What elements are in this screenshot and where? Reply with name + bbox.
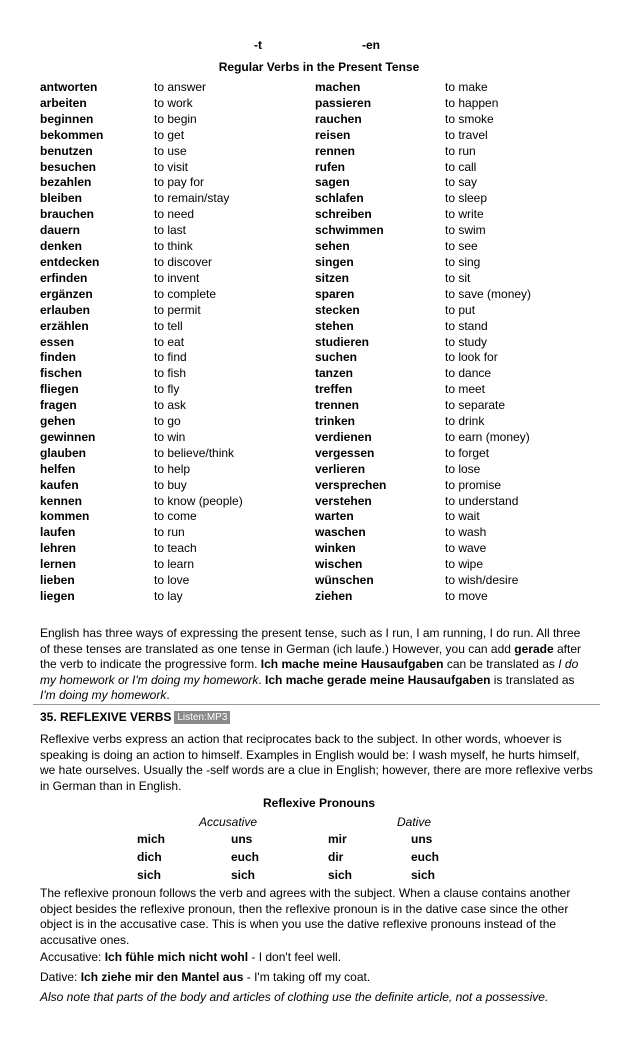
pronoun-acc-singular: mich (137, 832, 166, 846)
pronoun-dat-singular: mir (328, 832, 347, 846)
verb-german-t: fragen (40, 398, 77, 413)
verb-english-t: to love (154, 573, 190, 588)
verb-german-en: vergessen (315, 445, 375, 460)
table-row (40, 80, 600, 96)
verb-german-en: suchen (315, 350, 358, 365)
pronoun-acc-plural: uns (231, 832, 253, 846)
verb-german-t: besuchen (40, 159, 97, 174)
verb-german-t: laufen (40, 525, 76, 540)
verb-english-en: to say (445, 175, 478, 190)
table-row (40, 462, 600, 478)
verb-english-t: to permit (154, 302, 201, 317)
verb-english-t: to need (154, 207, 195, 222)
verb-german-t: brauchen (40, 207, 95, 222)
verb-german-en: schlafen (315, 191, 364, 206)
verb-english-t: to visit (154, 159, 189, 174)
verb-english-en: to separate (445, 398, 506, 413)
column-header-t: -t (254, 38, 262, 52)
verb-english-t: to answer (154, 80, 207, 94)
table-row (40, 573, 600, 589)
verb-english-en: to move (445, 589, 488, 603)
reflexive-rule-paragraph: The reflexive pronoun follows the verb and agrees with the subject. When a clause contains another object besides the reflexive pronoun, then the reflexive pronoun is in the dative case since the other object is in the accusative case. This is when you use the dative reflexive pronouns instead of the accusative ones. (40, 886, 571, 947)
table-row (40, 271, 600, 287)
verb-english-en: to look for (445, 350, 498, 365)
verb-english-t: to begin (154, 111, 197, 126)
present-tense-paragraph: English has three ways of expressing the present tense, such as I run, I am running, I do run. All three of these tenses are translated as one tense in German (ich laufe.) However, you can add gerade after the verb to indicate the progressive form. Ich mache meine Hausaufgaben can be translated as I do my homework or I'm doing my homework. Ich mache gerade meine Hausaufgaben is translated as I'm doing my homework. (40, 626, 581, 703)
verb-german-en: studieren (315, 334, 370, 349)
verb-german-t: essen (40, 334, 75, 349)
verb-english-en: to dance (445, 366, 492, 381)
verb-english-t: to tell (154, 318, 183, 333)
verb-german-t: gewinnen (40, 429, 96, 444)
verb-german-t: erzählen (40, 318, 89, 333)
verb-german-t: kaufen (40, 477, 79, 492)
verb-english-en: to call (445, 159, 477, 174)
verb-german-t: liegen (40, 589, 75, 603)
listen-mp3-link[interactable]: Listen:MP3 (174, 711, 230, 724)
verb-german-t: bekommen (40, 127, 104, 142)
verb-german-en: rauchen (315, 111, 362, 126)
pronoun-acc-plural: euch (231, 850, 260, 864)
table-row (40, 144, 600, 160)
verb-english-t: to work (154, 95, 193, 110)
table-row (40, 175, 600, 191)
verb-english-t: to discover (154, 254, 213, 269)
verb-german-t: arbeiten (40, 95, 87, 110)
verb-german-t: erfinden (40, 270, 88, 285)
verb-german-en: waschen (315, 525, 366, 540)
verb-english-en: to swim (445, 223, 486, 238)
verb-german-en: wischen (315, 557, 363, 572)
verb-english-t: to come (154, 509, 197, 524)
table-row (40, 160, 600, 176)
table-row (40, 541, 600, 557)
verb-english-t: to invent (154, 270, 200, 285)
verb-german-en: verdienen (315, 429, 372, 444)
verb-english-t: to go (154, 414, 181, 429)
verb-german-en: schwimmen (315, 223, 384, 238)
verb-german-en: schreiben (315, 207, 372, 222)
verb-english-en: to drink (445, 414, 485, 429)
verb-german-en: rennen (315, 143, 356, 158)
verb-english-t: to learn (154, 557, 195, 572)
table-row (40, 96, 600, 112)
verb-english-t: to buy (154, 477, 187, 492)
table-row (40, 350, 600, 366)
verb-english-en: to promise (445, 477, 502, 492)
verb-german-en: warten (315, 509, 354, 524)
page-title: Regular Verbs in the Present Tense (218, 60, 420, 74)
pronoun-dat-plural: uns (411, 832, 433, 846)
verb-english-t: to pay for (154, 175, 205, 190)
verb-english-en: to travel (445, 127, 488, 142)
verb-english-t: to remain/stay (154, 191, 230, 206)
table-row (40, 366, 600, 382)
table-row (40, 382, 600, 398)
column-header-en: -en (362, 38, 380, 52)
verb-english-t: to get (154, 127, 185, 142)
verb-german-en: verlieren (315, 461, 366, 476)
verb-english-en: to earn (money) (445, 429, 530, 444)
verb-german-t: glauben (40, 445, 87, 460)
verb-german-en: stecken (315, 302, 360, 317)
verb-english-t: to eat (154, 334, 185, 349)
verb-german-t: dauern (40, 223, 81, 238)
table-row (40, 255, 600, 271)
verb-english-en: to sit (445, 270, 471, 285)
table-row (40, 414, 600, 430)
verb-german-en: trennen (315, 398, 360, 413)
verb-english-en: to wave (445, 541, 487, 556)
table-row (40, 525, 600, 541)
verb-english-en: to sleep (445, 191, 488, 206)
verb-german-en: winken (315, 541, 356, 556)
accusative-example: Accusative: Ich fühle mich nicht wohl - I don't feel well. (40, 950, 342, 964)
pronoun-acc-singular: sich (137, 868, 162, 882)
verb-german-t: bezahlen (40, 175, 92, 190)
verb-german-t: lieben (40, 573, 75, 588)
verb-english-t: to last (154, 223, 187, 238)
verb-german-t: fliegen (40, 382, 79, 397)
verb-german-en: ziehen (315, 589, 353, 603)
verb-english-en: to forget (445, 445, 490, 460)
dative-label: Dative (397, 815, 432, 829)
verb-german-en: sparen (315, 286, 355, 301)
verb-english-en: to make (445, 80, 488, 94)
table-row (40, 287, 600, 303)
table-row (40, 557, 600, 573)
verb-german-en: reisen (315, 127, 351, 142)
verb-german-t: gehen (40, 414, 76, 429)
verb-english-en: to put (445, 302, 476, 317)
verb-german-t: benutzen (40, 143, 93, 158)
table-row (40, 430, 600, 446)
pronoun-dat-plural: euch (411, 850, 440, 864)
verb-english-en: to see (445, 239, 478, 254)
verb-german-t: beginnen (40, 111, 94, 126)
verb-english-en: to run (445, 143, 476, 158)
verb-german-t: ergänzen (40, 286, 93, 301)
verb-english-t: to find (154, 350, 187, 365)
verb-english-en: to meet (445, 382, 486, 397)
verb-english-t: to teach (154, 541, 197, 556)
verb-german-t: kennen (40, 493, 83, 508)
verb-german-en: rufen (315, 159, 345, 174)
table-row (40, 478, 600, 494)
verb-english-en: to sing (445, 254, 481, 269)
table-row (40, 112, 600, 128)
verb-english-t: to know (people) (154, 493, 243, 508)
verb-german-t: erlauben (40, 302, 91, 317)
verb-german-en: treffen (315, 382, 353, 397)
table-row (40, 398, 600, 414)
pronoun-dat-plural: sich (411, 868, 436, 882)
table-row (40, 509, 600, 525)
section-heading: 35. REFLEXIVE VERBS Listen:MP3 (40, 710, 230, 724)
pronoun-dat-singular: dir (328, 850, 344, 864)
verb-english-en: to smoke (445, 111, 494, 126)
pronoun-table-title: Reflexive Pronouns (262, 796, 376, 810)
reflexive-intro-paragraph: Reflexive verbs express an action that reciprocates back to the subject. In other words, whoever is speaking is doing an action to himself. Examples in English would be: I wash myself, he hurts himself, we hate ourselves. Usually the -self words are a clue in English; however, there are more reflexive verbs in German than in English. (40, 732, 593, 793)
table-row (40, 319, 600, 335)
verb-english-en: to save (money) (445, 286, 532, 301)
table-row (40, 191, 600, 207)
verb-german-en: versprechen (315, 477, 387, 492)
table-row (40, 494, 600, 510)
verb-english-en: to wait (445, 509, 480, 524)
verb-german-en: stehen (315, 318, 354, 333)
verb-english-t: to think (154, 239, 193, 254)
verb-german-t: denken (40, 239, 83, 254)
verb-german-t: lehren (40, 541, 77, 556)
table-row (40, 446, 600, 462)
pronoun-acc-singular: dich (137, 850, 162, 864)
pronoun-dat-singular: sich (328, 868, 353, 882)
verb-german-t: antworten (40, 80, 98, 94)
verb-english-t: to fish (154, 366, 187, 381)
table-row (40, 223, 600, 239)
verb-german-en: passieren (315, 95, 372, 110)
verb-german-en: machen (315, 80, 361, 94)
verb-german-en: sitzen (315, 270, 350, 285)
verb-english-en: to happen (445, 95, 499, 110)
table-row (40, 128, 600, 144)
verb-english-t: to fly (154, 382, 180, 397)
table-row (40, 589, 600, 605)
verb-english-en: to lose (445, 461, 481, 476)
verb-english-t: to ask (154, 398, 187, 413)
verb-english-t: to run (154, 525, 185, 540)
verb-english-en: to write (445, 207, 484, 222)
verb-german-t: kommen (40, 509, 90, 524)
pronoun-acc-plural: sich (231, 868, 256, 882)
verb-english-en: to wish/desire (445, 573, 519, 588)
verb-english-en: to stand (445, 318, 488, 333)
verb-german-t: entdecken (40, 254, 100, 269)
verb-german-en: wünschen (315, 573, 374, 588)
verb-german-t: finden (40, 350, 76, 365)
section-divider (33, 704, 600, 705)
verb-english-en: to understand (445, 493, 519, 508)
verb-english-en: to study (445, 334, 488, 349)
definite-article-note: Also note that parts of the body and articles of clothing use the definite article, not a possessive. (40, 990, 549, 1004)
verb-english-t: to win (154, 429, 186, 444)
table-row (40, 303, 600, 319)
verb-english-t: to lay (154, 589, 183, 603)
verb-english-t: to use (154, 143, 187, 158)
verb-german-t: helfen (40, 461, 76, 476)
verb-german-en: sagen (315, 175, 350, 190)
verb-english-t: to believe/think (154, 445, 235, 460)
table-row (40, 207, 600, 223)
verb-german-t: lernen (40, 557, 77, 572)
verb-german-en: singen (315, 254, 354, 269)
verb-table (40, 80, 600, 605)
dative-example: Dative: Ich ziehe mir den Mantel aus - I'm taking off my coat. (40, 970, 371, 984)
verb-english-t: to help (154, 461, 191, 476)
accusative-label: Accusative (199, 815, 258, 829)
table-row (40, 239, 600, 255)
verb-german-t: bleiben (40, 191, 83, 206)
verb-english-en: to wash (445, 525, 487, 540)
verb-german-en: sehen (315, 239, 350, 254)
verb-german-en: trinken (315, 414, 356, 429)
verb-english-t: to complete (154, 286, 217, 301)
verb-german-t: fischen (40, 366, 83, 381)
verb-english-en: to wipe (445, 557, 484, 572)
table-row (40, 335, 600, 351)
verb-german-en: verstehen (315, 493, 372, 508)
verb-german-en: tanzen (315, 366, 354, 381)
